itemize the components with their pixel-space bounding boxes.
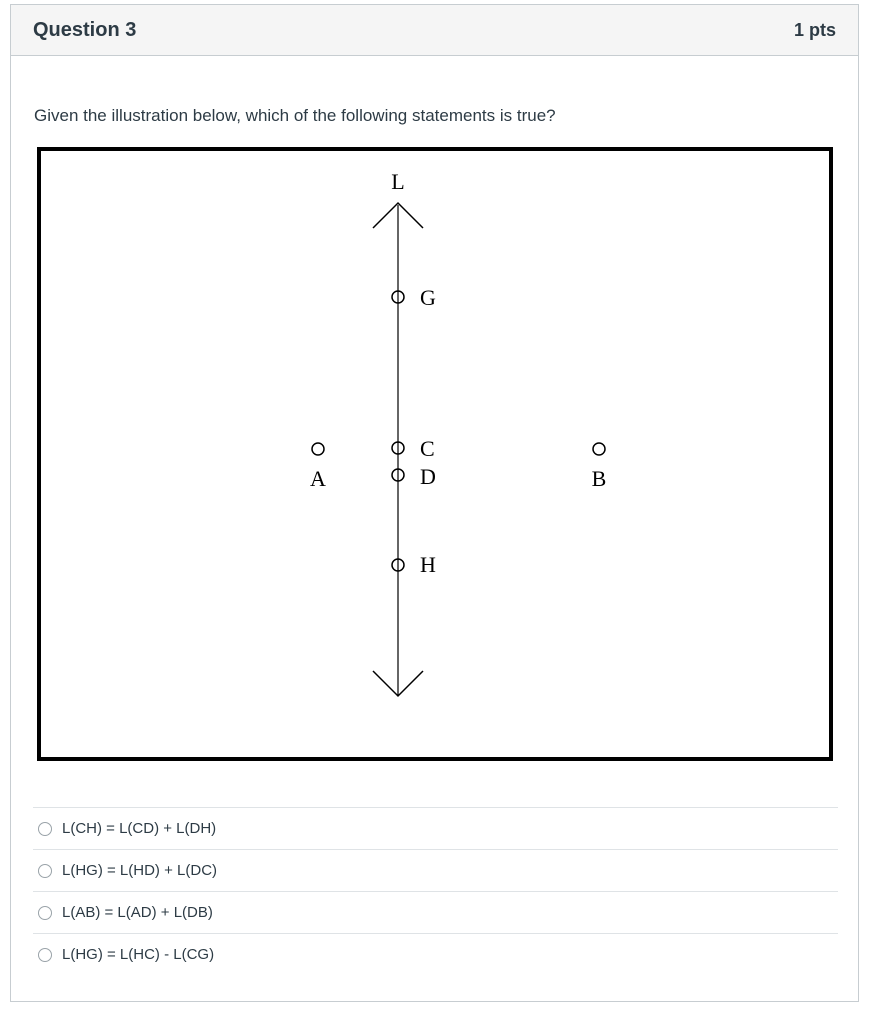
radio-button[interactable] bbox=[38, 822, 52, 836]
line-label: L bbox=[391, 169, 405, 194]
point-a-label: A bbox=[310, 466, 326, 491]
answer-option[interactable] bbox=[33, 933, 838, 975]
question-card bbox=[10, 4, 859, 1002]
point-d-label: D bbox=[420, 464, 436, 489]
answer-option[interactable] bbox=[33, 807, 838, 849]
radio-button[interactable] bbox=[38, 948, 52, 962]
point-g-label: G bbox=[420, 285, 436, 310]
question-points: 1 pts bbox=[793, 19, 836, 40]
point-h-label: H bbox=[420, 552, 436, 577]
point-b-label: B bbox=[591, 466, 607, 491]
radio-button[interactable] bbox=[38, 906, 52, 920]
answer-label[interactable]: L(HG) = L(HC) - L(CG) bbox=[62, 946, 215, 963]
question-header bbox=[11, 5, 858, 56]
radio-button[interactable] bbox=[38, 864, 52, 878]
illustration-frame bbox=[39, 149, 831, 759]
answer-label[interactable]: L(CH) = L(CD) + L(DH) bbox=[62, 820, 217, 837]
question-prompt: Given the illustration below, which of the following statements is true? bbox=[34, 106, 556, 125]
answer-label[interactable]: L(AB) = L(AD) + L(DB) bbox=[62, 904, 213, 921]
point-c-label: C bbox=[420, 436, 435, 461]
answer-option[interactable] bbox=[33, 891, 838, 933]
answer-list bbox=[33, 807, 838, 975]
question-title: Question 3 bbox=[33, 18, 137, 41]
answer-option[interactable] bbox=[33, 849, 838, 891]
illustration bbox=[37, 147, 833, 761]
answer-label[interactable]: L(HG) = L(HD) + L(DC) bbox=[62, 862, 218, 879]
